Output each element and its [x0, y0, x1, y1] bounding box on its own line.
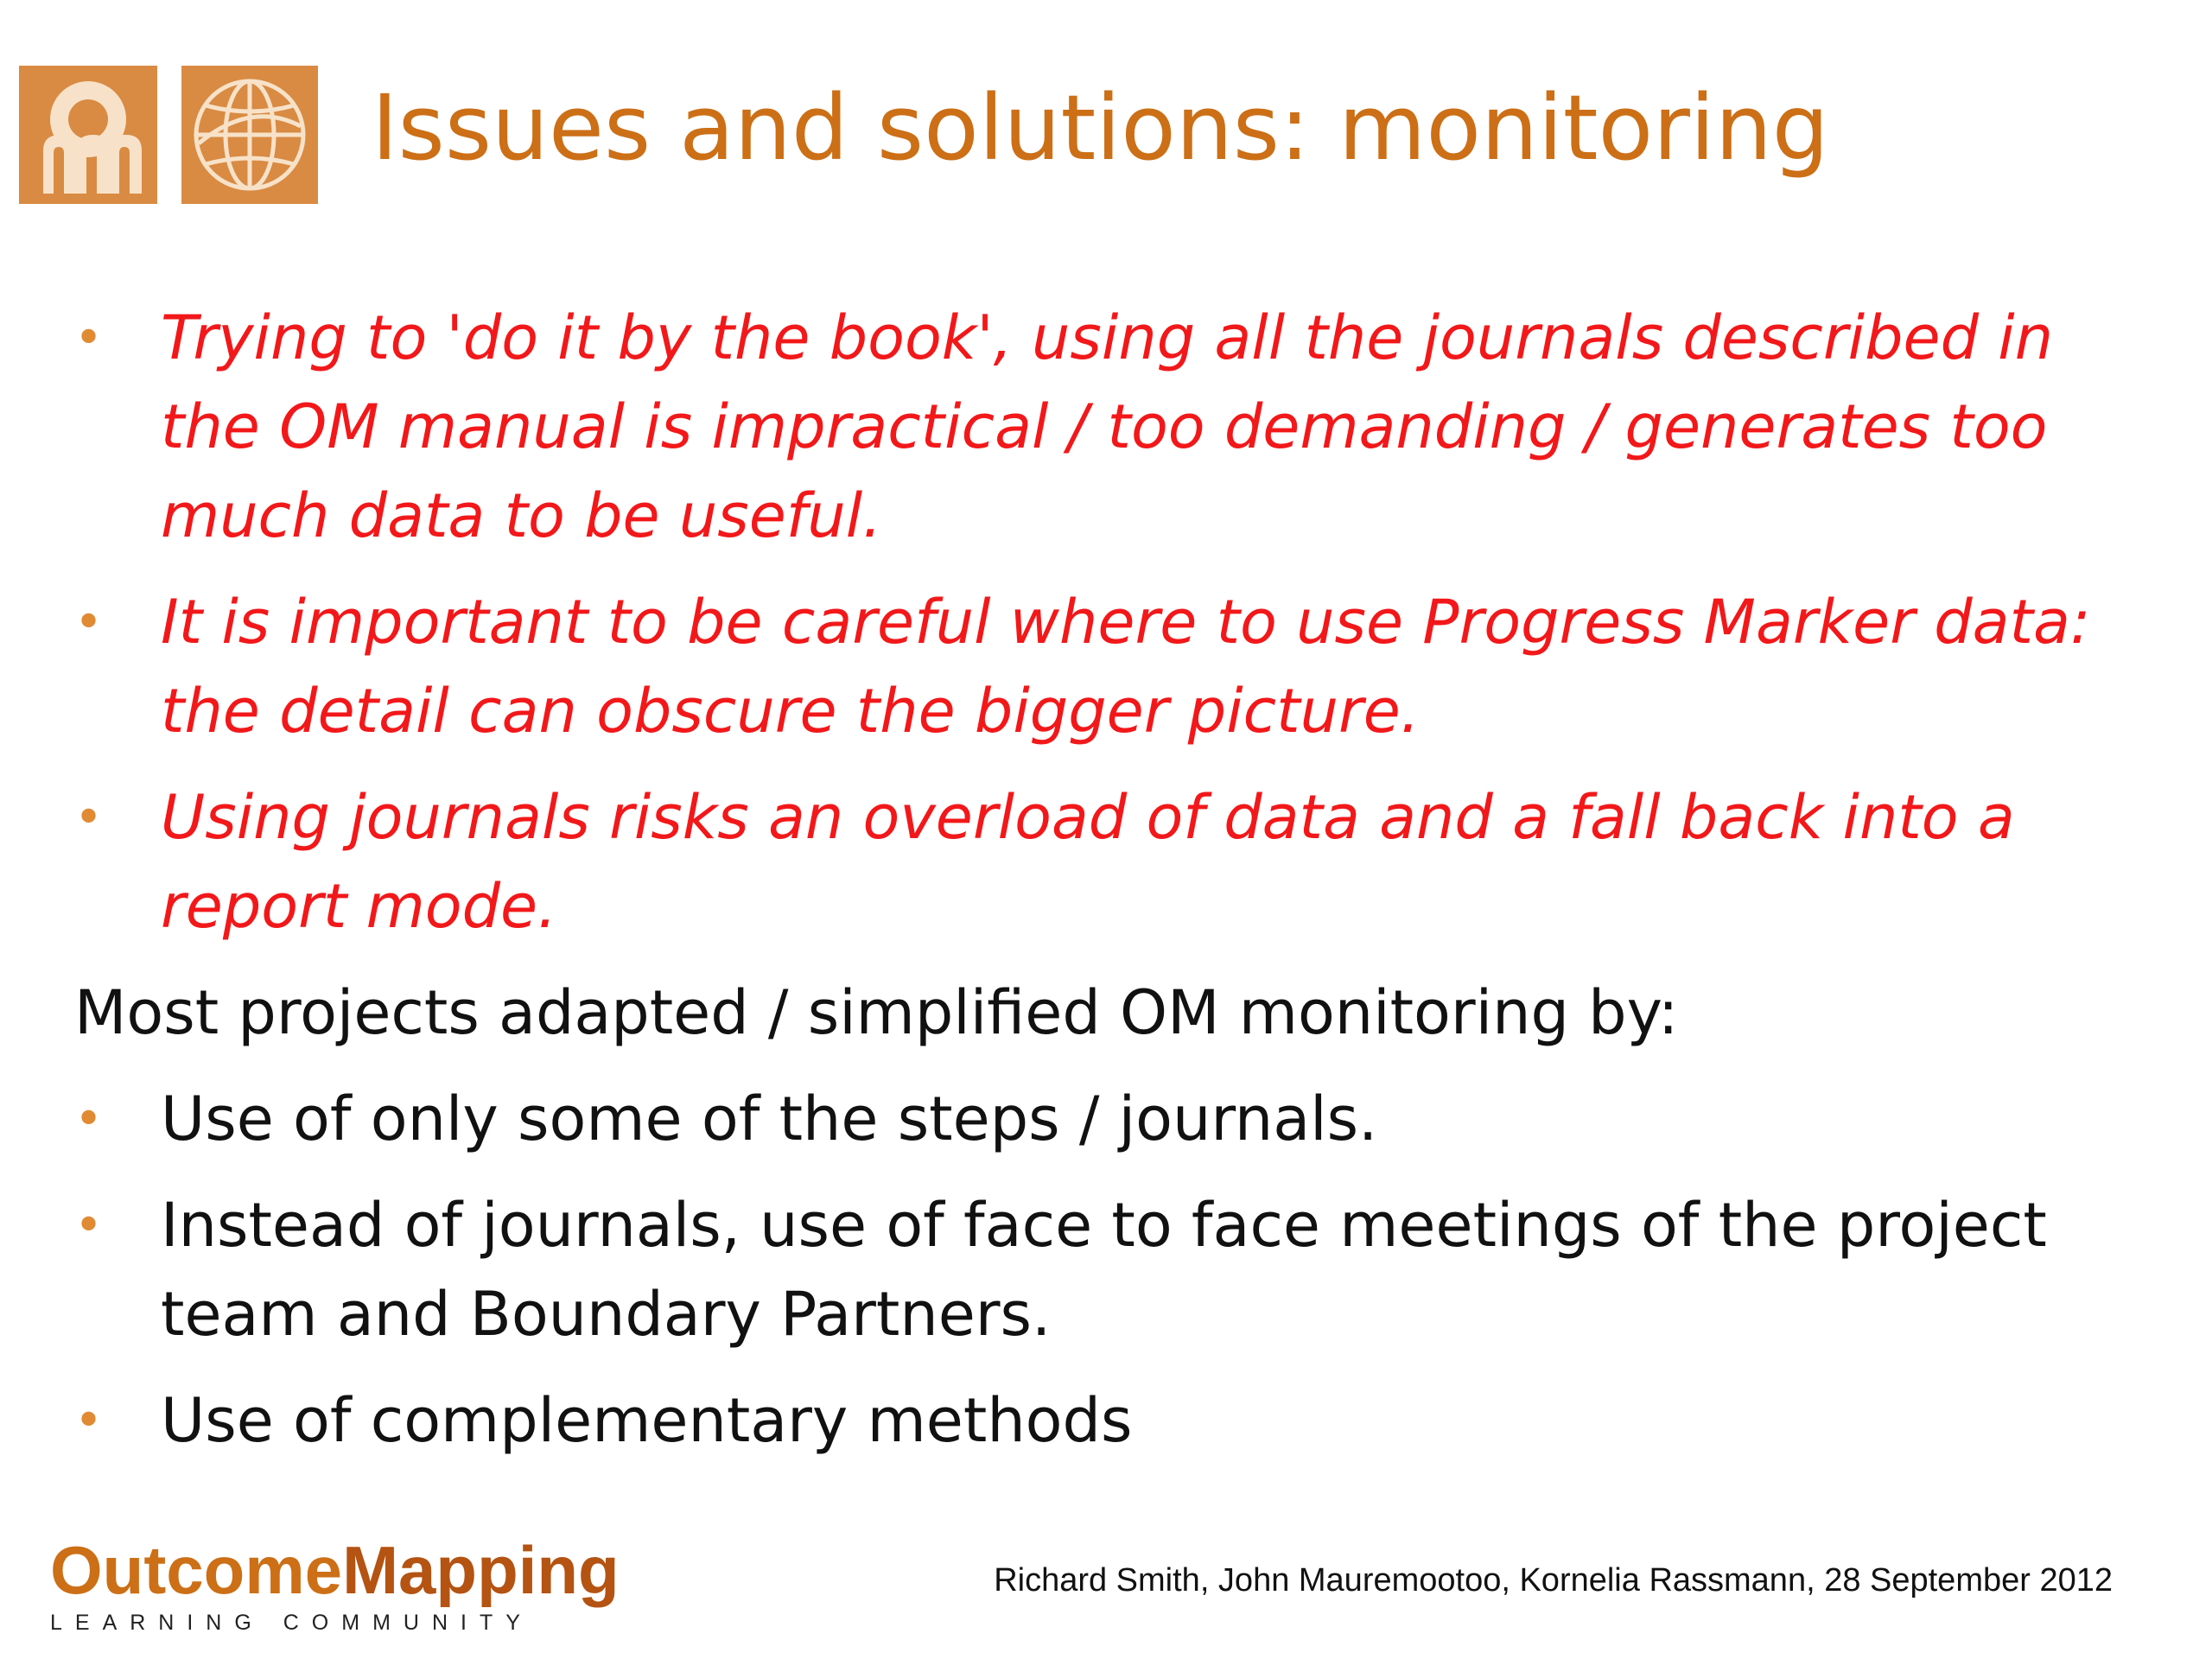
issue-item — [74, 294, 2165, 561]
bullet-icon: • — [74, 310, 104, 366]
brand-mapping-text: Mapping — [342, 1532, 620, 1608]
issue-text: It is important to be careful where to use Progress Marker data: the detail can obscure the bigger picture. — [161, 587, 2091, 747]
brand-outcome-text: Outcome — [50, 1532, 343, 1608]
solution-text: Use of complementary methods — [161, 1385, 1133, 1456]
issue-item — [74, 773, 2165, 951]
solution-item — [74, 1181, 2165, 1359]
page-title: Issues and solutions: monitoring — [372, 75, 1829, 181]
footer-credits: Richard Smith, John Mauremootoo, Kornelia Rassmann, 28 September 2012 — [994, 1562, 2113, 1599]
issue-text: Trying to 'do it by the book', using all the journals described in the OM manual is impractical / too demanding / generates too much data to be useful. — [161, 302, 2054, 551]
solution-text: Instead of journals, use of face to face meetings of the project team and Boundary Partners. — [161, 1190, 2047, 1350]
brand-wordmark — [50, 1532, 620, 1608]
issue-item — [74, 578, 2165, 756]
brand-subtitle: LEARNING COMMUNITY — [50, 1611, 533, 1635]
bullet-icon: • — [74, 1393, 104, 1449]
om-logo-icon — [19, 66, 157, 204]
bullet-icon: • — [74, 1198, 104, 1254]
issue-text: Using journals risks an overload of data and a fall back into a report mode. — [161, 782, 2015, 942]
bullet-icon: • — [74, 790, 104, 846]
solutions-intro: Most projects adapted / simplified OM monitoring by: — [74, 977, 1679, 1048]
solution-text: Use of only some of the steps / journals. — [161, 1084, 1378, 1154]
bullet-icon: • — [74, 594, 104, 651]
globe-icon — [181, 66, 318, 204]
footer-brand-logo — [50, 1532, 620, 1636]
solution-item — [74, 1075, 2165, 1164]
solution-item — [74, 1376, 2165, 1465]
slide-content — [74, 294, 2165, 1483]
bullet-icon: • — [74, 1091, 104, 1147]
